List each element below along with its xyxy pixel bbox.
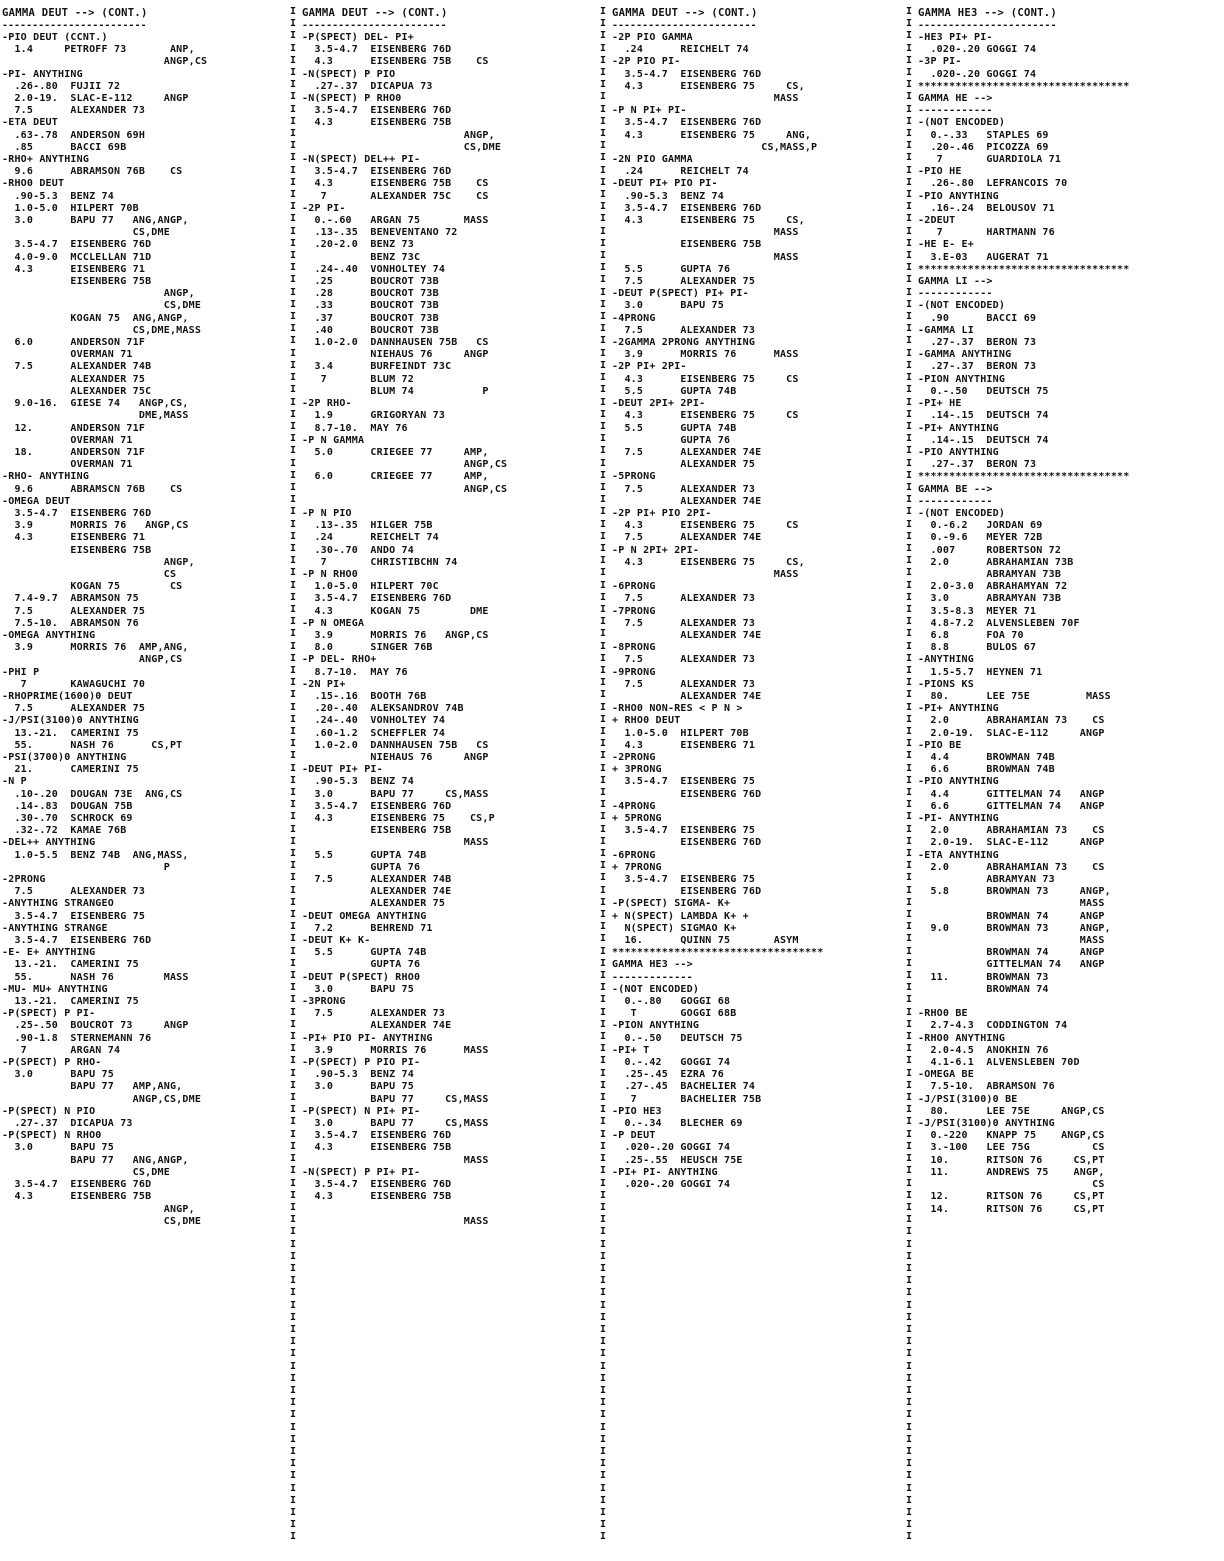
column-separator: I I I I I I I I I I I I I I I I I I I I I I I I I I I I I I I I I I I I I I I I I I I I I I I I I I I I I I I I I I I I I I I I I I I I I I I I I I I I I I I I I I I I I I I I I I I I I I I I I I I I I I I I I I I I I I I I I I I I I I I I I I I I I I (600, 6, 607, 1543)
column-4 (918, 6, 1222, 1554)
column-separator: I I I I I I I I I I I I I I I I I I I I I I I I I I I I I I I I I I I I I I I I I I I I I I I I I I I I I I I I I I I I I I I I I I I I I I I I I I I I I I I I I I I I I I I I I I I I I I I I I I I I I I I I I I I I I I I I I I I I I I I I I I I I I I (906, 6, 913, 1543)
column-body: -2P PIO GAMMA .24 REICHELT 74 -2P PIO PI- 3.5-4.7 EISENBERG 76D 4.3 EISENBERG 75 CS, MASS -P N PI+ PI- 3.5-4.7 EISENBERG 76D 4.3 EISENBERG 75 ANG, CS,MASS,P -2N PIO GAMMA .24 REICHELT 74 -DEUT PI+ PIO PI- .90-5.3 BENZ 74 3.5-4.7 EISENBERG 76D 4.3 EISENBERG 75 CS, MASS EISENBERG 75B MASS 5.5 GUPTA 76 7.5 ALEXANDER 75 -DEUT P(SPECT) PI+ PI- 3.0 BAPU 75 -4PRONG 7.5 ALEXANDER 73 -2GAMMA 2PRONG ANYTHING 3.9 MORRIS 76 MASS -2P PI+ 2PI- 4.3 EISENBERG 75 CS 5.5 GUPTA 74B -DEUT 2PI+ 2PI- 4.3 EISENBERG 75 CS 5.5 GUPTA 74B GUPTA 76 7.5 ALEXANDER 74E ALEXANDER 75 -5PRONG 7.5 ALEXANDER 73 ALEXANDER 74E -2P PI+ PIO 2PI- 4.3 EISENBERG 75 CS 7.5 ALEXANDER 74E -P N 2PI+ 2PI- 4.3 EISENBERG 75 CS, MASS -6PRONG 7.5 ALEXANDER 73 -7PRONG 7.5 ALEXANDER 73 ALEXANDER 74E -8PRONG 7.5 ALEXANDER 73 -9PRONG 7.5 ALEXANDER 73 ALEXANDER 74E -RHO0 NON-RES < P N > + RHO0 DEUT 1.0-5.0 HILPERT 70B 4.3 EISENBERG 71 -2PRONG + 3PRONG 3.5-4.7 EISENBERG 75 EISENBERG 76D -4PRONG + 5PRONG 3.5-4.7 EISENBERG 75 EISENBERG 76D -6PRONG + 7PRONG 3.5-4.7 EISENBERG 75 EISENBERG 76D -P(SPECT) SIGMA- K+ + N(SPECT) LAMBDA K+ + N(SPECT) SIGMAO K+ 16. QUINN 75 ASYM ********************************** GAMMA HE3 --> ------------- -(NOT ENCODED) 0.-.80 GOGGI 68 T GOGGI 68B -PION ANYTHING 0.-.50 DEUTSCH 75 -PI+ T 0.-.42 GOGGI 74 .25-.45 EZRA 76 .27-.45 BACHELIER 74 7 BACHELIER 75B -PIO HE3 0.-.34 BLECHER 69 -P DEUT .020-.20 GOGGI 74 .25-.55 HEUSCH 75E -PI+ PI- ANYTHING .020-.20 GOGGI 74 (612, 32, 824, 1191)
column-1 (2, 6, 282, 1554)
column-body: -HE3 PI+ PI- .020-.20 GOGGI 74 -3P PI- .020-.20 GOGGI 74 ********************************** GAMMA HE --> ------------ -(NOT ENCODED) 0.-.33 STAPLES 69 .20-.46 PICOZZA 69 7 GUARDIOLA 71 -PIO HE .26-.80 LEFRANCOIS 70 -PIO ANYTHING .16-.24 BELOUSOV 71 -2DEUT 7 HARTMANN 76 -HE E- E+ 3.E-03 AUGERAT 71 ********************************** GAMMA LI --> ------------ -(NOT ENCODED) .90 BACCI 69 -GAMMA LI .27-.37 BERON 73 -GAMMA ANYTHING .27-.37 BERON 73 -PION ANYTHING 0.-.50 DEUTSCH 75 -PI+ HE .14-.15 DEUTSCH 74 -PI+ ANYTHING .14-.15 DEUTSCH 74 -PIO ANYTHING .27-.37 BERON 73 ********************************** GAMMA BE --> ------------ -(NOT ENCODED) 0.-6.2 JORDAN 69 0.-9.6 MEYER 72B .007 ROBERTSON 72 2.0 ABRAHAMIAN 73B ABRAMYAN 73B 2.0-3.0 ABRAHAMYAN 72 3.0 ABRAMYAN 73B 3.5-8.3 MEYER 71 4.8-7.2 ALVENSLEBEN 70F 6.8 FOA 70 8.8 BULOS 67 -ANYTHING 1.5-5.7 HEYNEN 71 -PIONS KS 80. LEE 75E MASS -PI+ ANYTHING 2.0 ABRAHAMIAN 73 CS 2.0-19. SLAC-E-112 ANGP -PIO BE 4.4 BROWMAN 74B 6.6 BROWMAN 74B -PIO ANYTHING 4.4 GITTELMAN 74 ANGP 6.6 GITTELMAN 74 ANGP -PI- ANYTHING 2.0 ABRAHAMIAN 73 CS 2.0-19. SLAC-E-112 ANGP -ETA ANYTHING 2.0 ABRAHAMIAN 73 CS ABRAMYAN 73 5.8 BROWMAN 73 ANGP, MASS BROWMAN 74 ANGP 9.0 BROWMAN 73 ANGP, MASS BROWMAN 74 ANGP GITTELMAN 74 ANGP 11. BROWMAN 73 BROWMAN 74 -RHO0 BE 2.7-4.3 CODDINGTON 74 -RHO0 ANYTHING 2.0-4.5 ANOKHIN 76 4.1-6.1 ALVENSLEBEN 70D -OMEGA BE 7.5-10. ABRAMSON 76 -J/PSI(3100)0 BE 80. LEE 75E ANGP,CS -J/PSI(3100)0 ANYTHING 0.-220 KNAPP 75 ANGP,CS 3.-100 LEE 75G CS 10. RITSON 76 CS,PT 11. ANDREWS 75 ANGP, CS 12. RITSON 76 CS,PT 14. RITSON 76 CS,PT (918, 32, 1130, 1215)
column-title: GAMMA DEUT --> (CONT.) (302, 7, 448, 19)
column-rule: ----------------------- (918, 20, 1057, 31)
column-title: GAMMA DEUT --> (CONT.) (612, 7, 758, 19)
column-title: GAMMA DEUT --> (CONT.) (2, 7, 148, 19)
column-rule: ------------------------ (2, 20, 147, 31)
column-body: -P(SPECT) DEL- PI+ 3.5-4.7 EISENBERG 76D 4.3 EISENBERG 75B CS -N(SPECT) P PIO .27-.37 DICAPUA 73 -N(SPECT) P RHO0 3.5-4.7 EISENBERG 76D 4.3 EISENBERG 75B ANGP, CS,DME -N(SPECT) DEL++ PI- 3.5-4.7 EISENBERG 76D 4.3 EISENBERG 75B CS 7 ALEXANDER 75C CS -2P PI- 0.-.60 ARGAN 75 MASS .13-.35 BENEVENTANO 72 .20-2.0 BENZ 73 BENZ 73C .24-.40 VONHOLTEY 74 .25 BOUCROT 73B .28 BOUCROT 73B .33 BOUCROT 73B .37 BOUCROT 73B .40 BOUCROT 73B 1.0-2.0 DANNHAUSEN 75B CS NIEHAUS 76 ANGP 3.4 BURFEINDT 73C 7 BLUM 72 BLUM 74 P -2P RHO- 1.9 GRIGORYAN 73 8.7-10. MAY 76 -P N GAMMA 5.0 CRIEGEE 77 AMP, ANGP,CS 6.0 CRIEGEE 77 AMP, ANGP,CS -P N PIO .13-.35 HILGER 75B .24 REICHELT 74 .30-.70 ANDO 74 7 CHRISTIBCHN 74 -P N RHO0 1.0-5.0 HILPERT 70C 3.5-4.7 EISENBERG 76D 4.3 KOGAN 75 DME -P N OMEGA 3.9 MORRIS 76 ANGP,CS 8.0 SINGER 76B -P DEL- RHO+ 8.7-10. MAY 76 -2N PI+ .15-.16 BOOTH 76B .20-.40 ALEKSANDROV 74B .24-.40 VONHOLTEY 74 .60-1.2 SCHEFFLER 74 1.0-2.0 DANNHAUSEN 75B CS NIEHAUS 76 ANGP -DEUT PI+ PI- .90-5.3 BENZ 74 3.0 BAPU 77 CS,MASS 3.5-4.7 EISENBERG 76D 4.3 EISENBERG 75 CS,P EISENBERG 75B MASS 5.5 GUPTA 74B GUPTA 76 7.5 ALEXANDER 74B ALEXANDER 74E ALEXANDER 75 -DEUT OMEGA ANYTHING 7.2 BEHREND 71 -DEUT K+ K- 5.5 GUPTA 74B GUPTA 76 -DEUT P(SPECT) RHO0 3.0 BAPU 75 -3PRONG 7.5 ALEXANDER 73 ALEXANDER 74E -PI+ PIO PI- ANYTHING 3.9 MORRIS 76 MASS -P(SPECT) P PIO PI- .90-5.3 BENZ 74 3.0 BAPU 75 BAPU 77 CS,MASS -P(SPECT) N PI+ PI- 3.0 BAPU 77 CS,MASS 3.5-4.7 EISENBERG 76D 4.3 EISENBERG 75B MASS -N(SPECT) P PI+ PI- 3.5-4.7 EISENBERG 76D 4.3 EISENBERG 75B MASS (302, 32, 508, 1227)
column-3 (612, 6, 902, 1554)
column-separator: I I I I I I I I I I I I I I I I I I I I I I I I I I I I I I I I I I I I I I I I I I I I I I I I I I I I I I I I I I I I I I I I I I I I I I I I I I I I I I I I I I I I I I I I I I I I I I I I I I I I I I I I I I I I I I I I I I I I I I I I I I I I I I (290, 6, 297, 1543)
column-2 (302, 6, 594, 1554)
column-body: -PIO DEUT (CCNT.) 1.4 PETROFF 73 ANP, ANGP,CS -PI- ANYTHING .26-.80 FUJII 72 2.0-19. SLAC-E-112 ANGP 7.5 ALEXANDER 73 -ETA DEUT .63-.78 ANDERSON 69H .85 BACCI 69B -RHO+ ANYTHING 9.6 ABRAMSON 76B CS -RHO0 DEUT .90-5.3 BENZ 74 1.0-5.0 HILPERT 70B 3.0 BAPU 77 ANG,ANGP, CS,DME 3.5-4.7 EISENBERG 76D 4.0-9.0 MCCLELLAN 71D 4.3 EISENBERG 71 EISENBERG 75B ANGP, CS,DME KOGAN 75 ANG,ANGP, CS,DME,MASS 6.0 ANDERSON 71F OVERMAN 71 7.5 ALEXANDER 74B ALEXANDER 75 ALEXANDER 75C 9.0-16. GIESE 74 ANGP,CS, DME,MASS 12. ANDERSON 71F OVERMAN 71 18. ANDERSON 71F OVERMAN 71 -RHO- ANYTHING 9.6 ABRAMSCN 76B CS -OMEGA DEUT 3.5-4.7 EISENBERG 76D 3.9 MORRIS 76 ANGP,CS 4.3 EISENBERG 71 EISENBERG 75B ANGP, CS KOGAN 75 CS 7.4-9.7 ABRAMSON 75 7.5 ALEXANDER 75 7.5-10. ABRAMSON 76 -OMEGA ANYTHING 3.9 MORRIS 76 AMP,ANG, ANGP,CS -PHI P 7 KAWAGUCHI 70 -RHOPRIME(1600)0 DEUT 7.5 ALEXANDER 75 -J/PSI(3100)0 ANYTHING 13.-21. CAMERINI 75 55. NASH 76 CS,PT -PSI(3700)0 ANYTHING 21. CAMERINI 75 -N P .10-.20 DOUGAN 73E ANG,CS .14-.83 DOUGAN 75B .30-.70 SCHROCK 69 .32-.72 KAMAE 76B -DEL++ ANYTHING 1.0-5.5 BENZ 74B ANG,MASS, P -2PRONG 7.5 ALEXANDER 73 -ANYTHING STRANGEO 3.5-4.7 EISENBERG 75 -ANYTHING STRANGE 3.5-4.7 EISENBERG 76D -E- E+ ANYTHING 13.-21. CAMERINI 75 55. NASH 76 MASS -MU- MU+ ANYTHING 13.-21. CAMERINI 75 -P(SPECT) P PI- .25-.50 BOUCROT 73 ANGP .90-1.8 STERNEMANN 76 7 ARGAN 74 -P(SPECT) P RHO- 3.0 BAPU 75 BAPU 77 AMP,ANG, ANGP,CS,DME -P(SPECT) N PIO .27-.37 DICAPUA 73 -P(SPECT) N RHO0 3.0 BAPU 75 BAPU 77 ANG,ANGP, CS,DME 3.5-4.7 EISENBERG 76D 4.3 EISENBERG 75B ANGP, CS,DME (2, 32, 208, 1227)
column-rule: ------------------------ (302, 20, 447, 31)
column-title: GAMMA HE3 --> (CONT.) (918, 7, 1058, 19)
column-rule: ------------------------ (612, 20, 757, 31)
